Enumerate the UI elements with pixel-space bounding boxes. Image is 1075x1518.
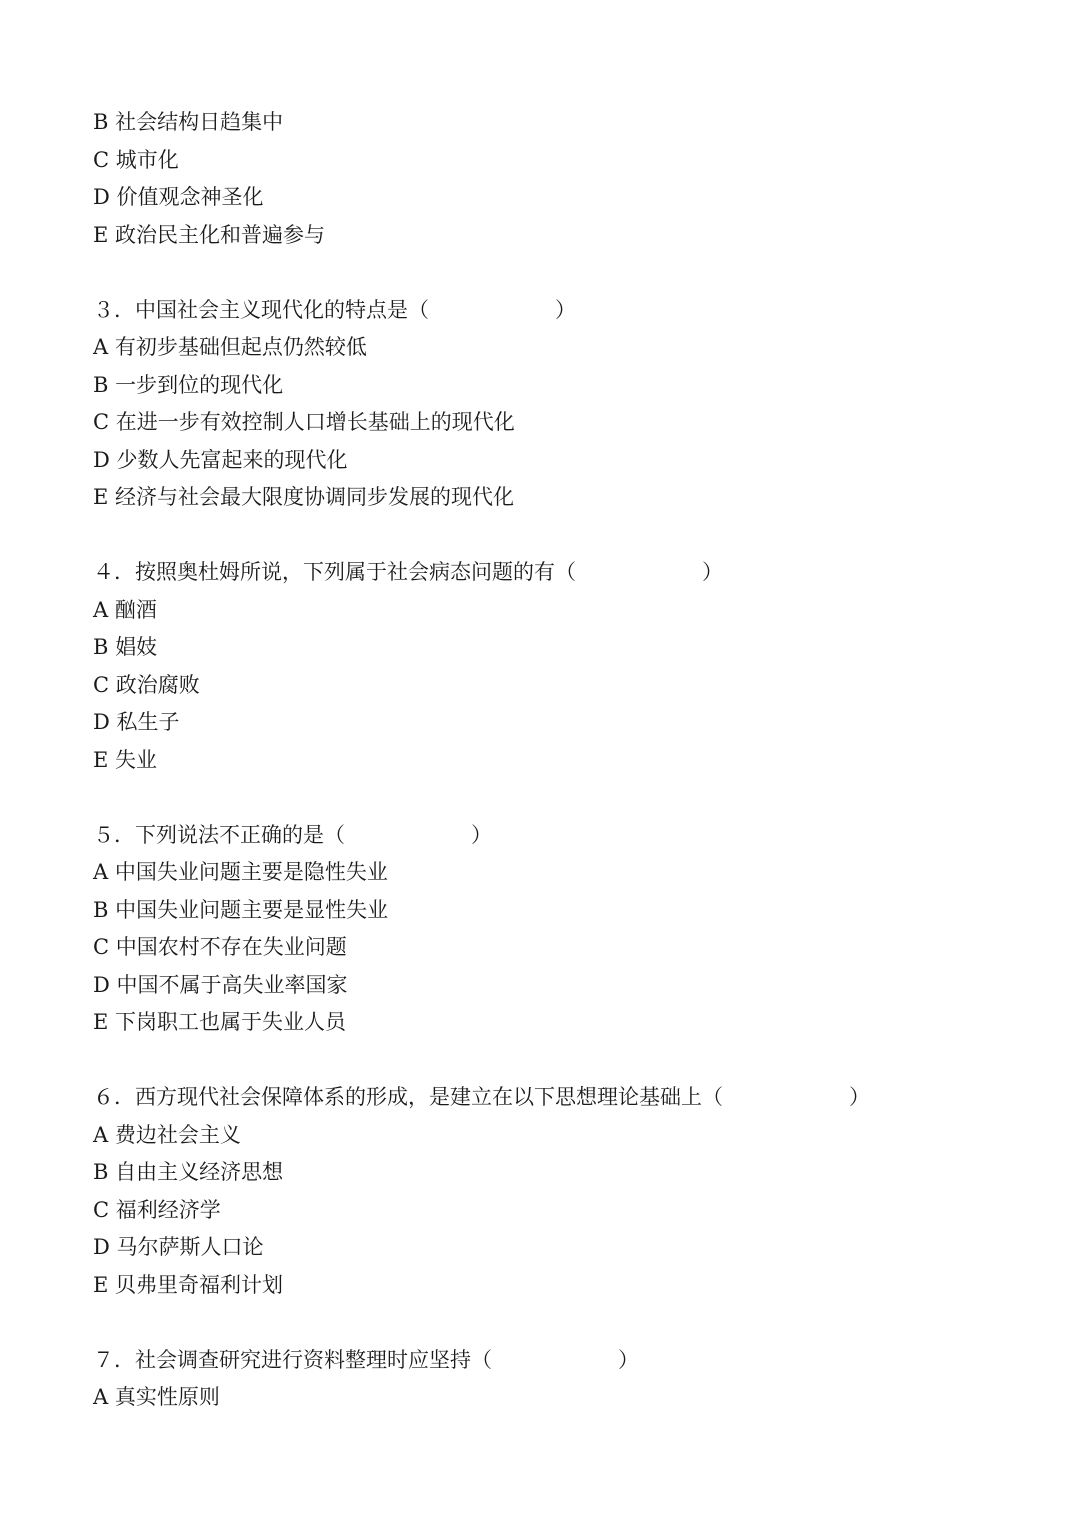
question-7: ７．社会调查研究进行资料整理时应坚持（ ） (93, 1348, 639, 1372)
option-3d: D 少数人先富起来的现代化 (93, 448, 348, 472)
option-5a: A 中国失业问题主要是隐性失业 (93, 860, 388, 884)
question-4: ４．按照奥杜姆所说，下列属于社会病态问题的有（ ） (93, 560, 723, 584)
option-4b: B 娼妓 (93, 635, 158, 659)
option-4e: E 失业 (93, 748, 158, 772)
question-3: ３．中国社会主义现代化的特点是（ ） (93, 298, 576, 322)
option-4d: D 私生子 (93, 710, 180, 734)
question-5: ５．下列说法不正确的是（ ） (93, 823, 492, 847)
option-5b: B 中国失业问题主要是显性失业 (93, 898, 389, 922)
option-2b: B 社会结构日趋集中 (93, 110, 284, 134)
option-5e: E 下岗职工也属于失业人员 (93, 1010, 347, 1034)
option-7a: A 真实性原则 (93, 1385, 220, 1409)
question-6: ６．西方现代社会保障体系的形成，是建立在以下思想理论基础上（ ） (93, 1085, 870, 1109)
option-6b: B 自由主义经济思想 (93, 1160, 284, 1184)
option-5c: C 中国农村不存在失业问题 (93, 935, 347, 959)
option-5d: D 中国不属于高失业率国家 (93, 973, 348, 997)
option-2e: E 政治民主化和普遍参与 (93, 223, 326, 247)
option-4a: A 酗酒 (93, 598, 157, 622)
option-6c: C 福利经济学 (93, 1198, 221, 1222)
option-2c: C 城市化 (93, 148, 179, 172)
option-2d: D 价值观念神圣化 (93, 185, 264, 209)
option-6a: A 费边社会主义 (93, 1123, 241, 1147)
option-3a: A 有初步基础但起点仍然较低 (93, 335, 367, 359)
option-6e: E 贝弗里奇福利计划 (93, 1273, 284, 1297)
option-4c: C 政治腐败 (93, 673, 200, 697)
option-3c: C 在进一步有效控制人口增长基础上的现代化 (93, 410, 515, 434)
option-6d: D 马尔萨斯人口论 (93, 1235, 264, 1259)
option-3b: B 一步到位的现代化 (93, 373, 284, 397)
option-3e: E 经济与社会最大限度协调同步发展的现代化 (93, 485, 515, 509)
